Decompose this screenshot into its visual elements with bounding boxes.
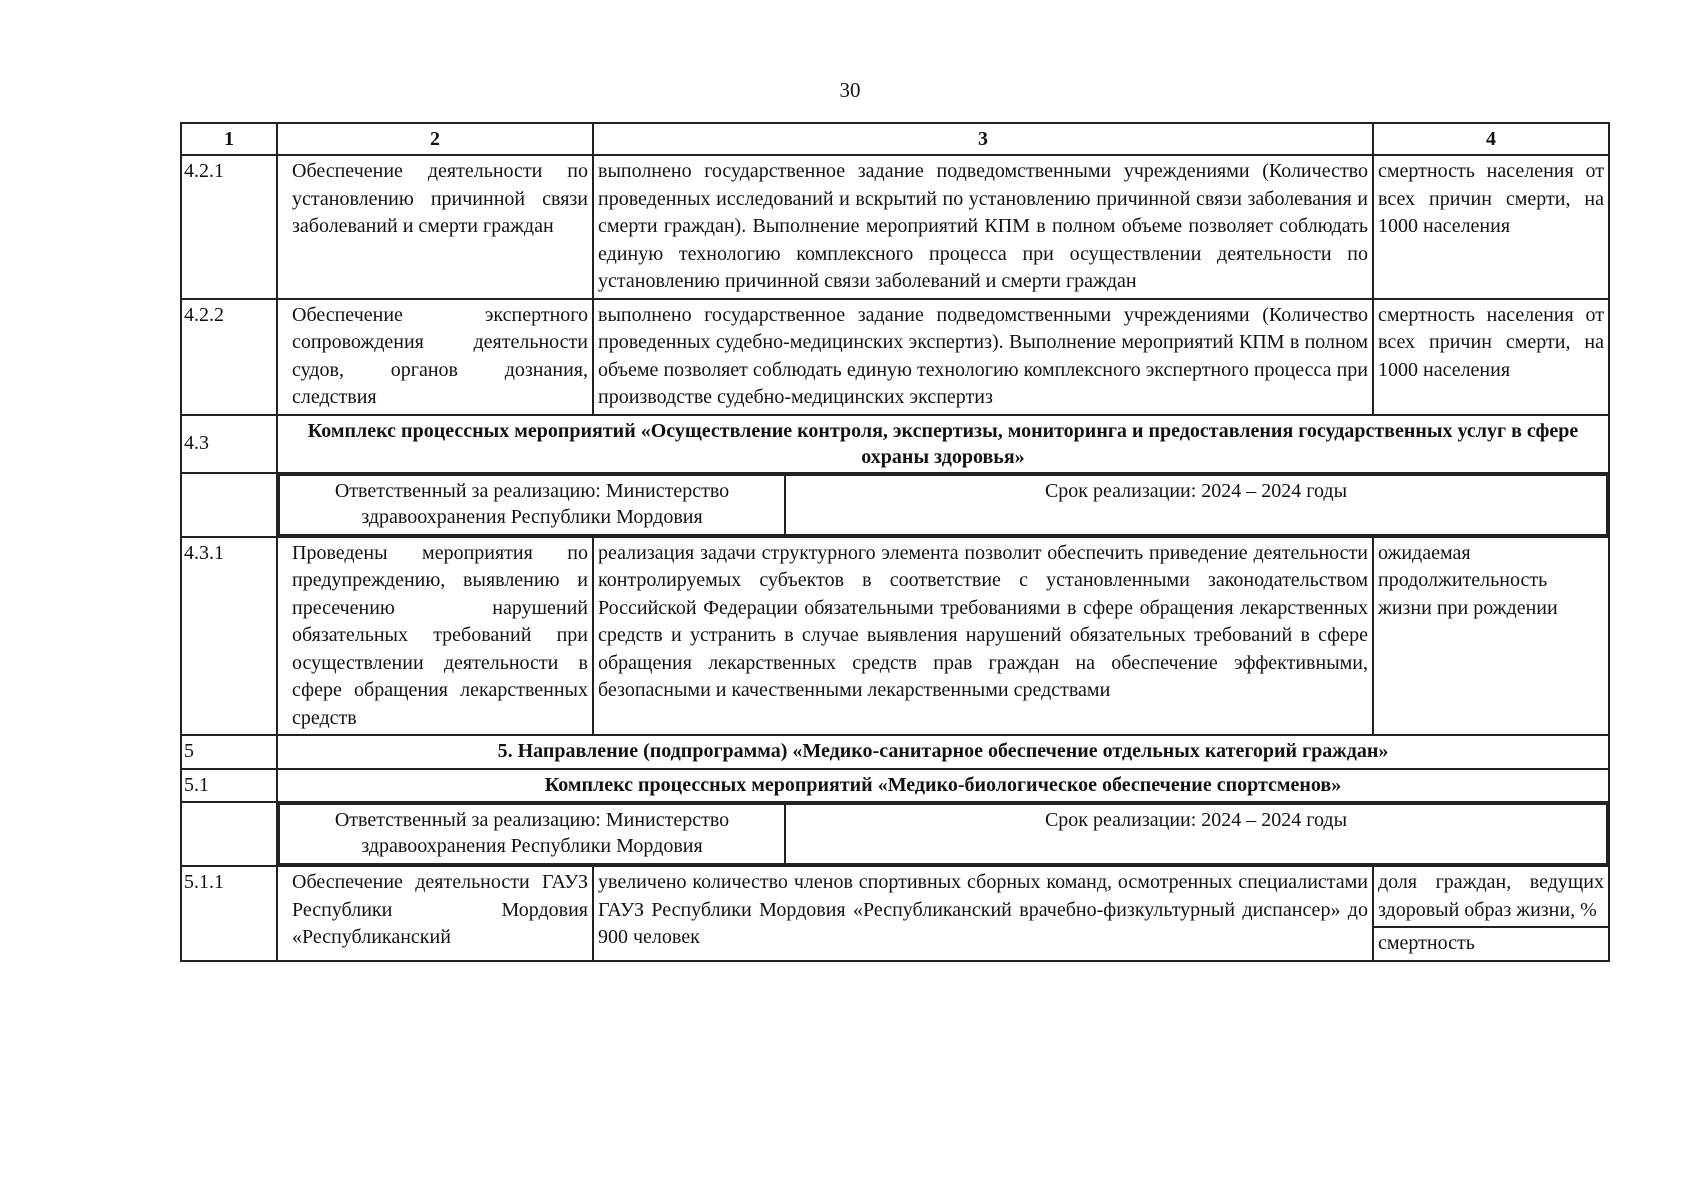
section-title: Комплекс процессных мероприятий «Осуществление контроля, экспертизы, мониторинга и предоставления государственных услуг в сфере охраны здоровья»	[277, 415, 1609, 473]
section-row	[181, 769, 1609, 803]
effect-cell: увеличено количество членов спортивных сборных команд, осмотренных специалистами ГАУЗ Республики Мордовия «Республиканский врачебно-физкультурный диспансер» до 900 человек	[593, 866, 1373, 961]
term-label: Срок реализации: 2024 – 2024 годы	[785, 804, 1607, 864]
empty-cell	[181, 802, 277, 866]
responsible-cell	[277, 802, 1609, 866]
table-row	[181, 299, 1609, 415]
row-number: 4.2.1	[181, 155, 277, 299]
empty-cell	[181, 473, 277, 537]
effect-cell: выполнено государственное задание подведомственными учреждениями (Количество проведенных судебно-медицинских экспертиз). Выполнение мероприятий КПМ в полном объеме позволяет соблюдать единую технологию комплексного экспертного процесса при производстве судебно-медицинских экспертиз	[593, 299, 1373, 415]
responsible-inner	[278, 474, 1608, 536]
indicator-cell: смертность населения от всех причин смерти, на 1000 населения	[1373, 155, 1609, 299]
indicator-cell	[1373, 866, 1609, 961]
responsible-row	[181, 802, 1609, 866]
effect-cell: выполнено государственное задание подведомственными учреждениями (Количество проведенных исследований и вскрытий по установлению причинной связи заболевания и смерти граждан). Выполнение мероприятий КПМ в полном объеме позволяет соблюдать единую технологию комплексного процесса при осуществлении деятельности по установлению причинной связи заболеваний и смерти граждан	[593, 155, 1373, 299]
section-number: 4.3	[181, 415, 277, 473]
section-row	[181, 415, 1609, 473]
row-number: 4.2.2	[181, 299, 277, 415]
indicator-share: доля граждан, ведущих здоровый образ жизни, %	[1374, 867, 1608, 928]
section-row	[181, 735, 1609, 769]
indicator-mortality: смертность	[1378, 932, 1475, 954]
term-label: Срок реализации: 2024 – 2024 годы	[785, 475, 1607, 535]
table-row	[181, 155, 1609, 299]
header-col-1: 1	[181, 123, 277, 155]
section-number: 5.1	[181, 769, 277, 803]
section-title: Комплекс процессных мероприятий «Медико-биологическое обеспечение спортсменов»	[277, 769, 1609, 803]
responsible-label: Ответственный за реализацию: Министерство здравоохранения Республики Мордовия	[279, 804, 785, 864]
indicator-cell: смертность населения от всех причин смерти, на 1000 населения	[1373, 299, 1609, 415]
table-header-row	[181, 123, 1609, 155]
row-number: 5.1.1	[181, 866, 277, 961]
table-row	[181, 866, 1609, 961]
header-col-3: 3	[593, 123, 1373, 155]
indicator-cell: ожидаемая продолжительность жизни при рождении	[1373, 537, 1609, 736]
table-row	[181, 537, 1609, 736]
responsible-inner	[278, 803, 1608, 865]
responsible-label: Ответственный за реализацию: Министерство здравоохранения Республики Мордовия	[279, 475, 785, 535]
task-cell: Обеспечение экспертного сопровождения деятельности судов, органов дознания, следствия	[277, 299, 593, 415]
measures-table	[180, 122, 1610, 962]
header-col-2: 2	[277, 123, 593, 155]
effect-cell: реализация задачи структурного элемента позволит обеспечить приведение деятельности контролируемых субъектов в соответствие с установленными законодательством Российской Федерации обязательными требованиями в сфере обращения лекарственных средств и устранить в случае выявления нарушений обязательных требований в сфере обращения лекарственных средств прав граждан на обеспечение эффективными, безопасными и качественными лекарственными средствами	[593, 537, 1373, 736]
header-col-4: 4	[1373, 123, 1609, 155]
task-cell: Обеспечение деятельности ГАУЗ Республики Мордовия «Республиканский	[277, 866, 593, 961]
task-cell: Проведены мероприятия по предупреждению, выявлению и пресечению нарушений обязательных требований при осуществлении деятельности в сфере обращения лекарственных средств	[277, 537, 593, 736]
responsible-cell	[277, 473, 1609, 537]
task-cell: Обеспечение деятельности по установлению причинной связи заболеваний и смерти граждан	[277, 155, 593, 299]
responsible-row	[181, 473, 1609, 537]
row-number: 4.3.1	[181, 537, 277, 736]
section-title: 5. Направление (подпрограмма) «Медико-санитарное обеспечение отдельных категорий граждан»	[277, 735, 1609, 769]
section-number: 5	[181, 735, 277, 769]
page-number: 30	[839, 78, 861, 102]
